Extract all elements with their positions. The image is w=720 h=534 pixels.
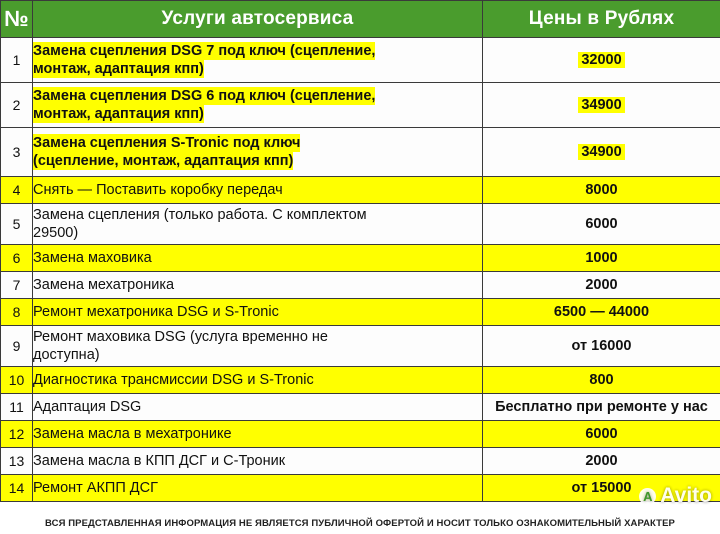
row-service-line1: Снять — Поставить коробку передач: [33, 181, 283, 198]
row-service: [33, 38, 483, 83]
row-service: [33, 204, 483, 245]
row-service-line1: Замена масла в КПП ДСГ и С-Троник: [33, 452, 286, 469]
row-service-line2: (сцепление, монтаж, адаптация кпп): [33, 153, 294, 169]
row-service-line1: Адаптация DSG: [33, 398, 142, 415]
row-price: [483, 83, 720, 128]
table-row: [1, 367, 720, 394]
row-service: [33, 83, 483, 128]
disclaimer-footer: ВСЯ ПРЕДСТАВЛЕННАЯ ИНФОРМАЦИЯ НЕ ЯВЛЯЕТСЯ ПУБЛИЧНОЙ ОФЕРТОЙ И НОСИТ ТОЛЬКО ОЗНАКОМИТЕЛЬНЫЙ ХАРАКТЕР: [0, 514, 720, 534]
avito-logo-icon: A: [639, 488, 656, 505]
row-number: 3: [1, 128, 33, 177]
avito-watermark-label: Avito: [660, 484, 712, 507]
row-price: [483, 128, 720, 177]
row-number: 5: [1, 204, 33, 245]
table-row: [1, 128, 720, 177]
row-price-value: 8000: [585, 182, 618, 198]
row-number: 2: [1, 83, 33, 128]
row-price-value: от 16000: [571, 338, 632, 354]
row-number: 4: [1, 177, 33, 204]
row-price: [483, 177, 720, 204]
row-price-value: 6500 — 44000: [553, 304, 650, 320]
table-row: [1, 38, 720, 83]
row-service-line1: Замена сцепления S-Tronic под ключ: [33, 134, 301, 151]
row-price-value: 34900: [578, 144, 624, 160]
row-service-line1: Ремонт мехатроника DSG и S-Tronic: [33, 303, 279, 320]
row-service-line1: Замена маховика: [33, 249, 152, 266]
row-service: [33, 475, 483, 502]
row-service-line1: Ремонт маховика DSG (услуга временно не: [33, 328, 328, 345]
header-price: Цены в Рублях: [483, 1, 720, 38]
row-price-value: 34900: [578, 97, 624, 113]
row-price: [483, 38, 720, 83]
row-service-line2: монтаж, адаптация кпп): [33, 106, 204, 122]
table-row: [1, 299, 720, 326]
header-number: №: [1, 1, 33, 38]
row-price: [483, 421, 720, 448]
row-service-line2: 29500): [33, 225, 79, 241]
table-row: [1, 448, 720, 475]
row-price: [483, 245, 720, 272]
row-service: [33, 177, 483, 204]
table-row: [1, 272, 720, 299]
avito-watermark: [639, 484, 712, 508]
row-service-line1: Ремонт АКПП ДСГ: [33, 479, 158, 496]
row-price: [483, 448, 720, 475]
row-service-line2: монтаж, адаптация кпп): [33, 61, 204, 77]
row-service: [33, 299, 483, 326]
table-row: [1, 394, 720, 421]
row-number: 12: [1, 421, 33, 448]
row-service-line1: Диагностика трансмиссии DSG и S-Tronic: [33, 371, 314, 388]
row-price: [483, 394, 720, 421]
row-number: 7: [1, 272, 33, 299]
table-row: [1, 421, 720, 448]
row-number: 11: [1, 394, 33, 421]
table-row: [1, 326, 720, 367]
row-price-value: 1000: [585, 250, 618, 266]
row-number: 6: [1, 245, 33, 272]
row-price-value: Бесплатно при ремонте у нас: [495, 399, 708, 415]
row-service-line1: Замена мехатроника: [33, 276, 175, 293]
row-service: [33, 128, 483, 177]
row-service-line1: Замена сцепления DSG 6 под ключ (сцепление,: [33, 87, 376, 104]
row-price-value: 6000: [585, 216, 618, 232]
row-service: [33, 421, 483, 448]
row-service-line2: доступна): [33, 347, 100, 363]
row-service: [33, 326, 483, 367]
row-price-value: 32000: [578, 52, 624, 68]
row-number: 1: [1, 38, 33, 83]
row-price-value: от 15000: [571, 480, 632, 496]
row-service: [33, 245, 483, 272]
row-price-value: 800: [589, 372, 614, 388]
row-service: [33, 394, 483, 421]
row-service: [33, 448, 483, 475]
row-price: [483, 367, 720, 394]
table-row: [1, 475, 720, 502]
row-service-line1: Замена масла в мехатронике: [33, 425, 232, 442]
row-service: [33, 367, 483, 394]
row-price: [483, 299, 720, 326]
row-service-line1: Замена сцепления (только работа. С комплектом: [33, 206, 367, 223]
row-service: [33, 272, 483, 299]
row-price-value: 2000: [585, 453, 618, 469]
row-service-line1: Замена сцепления DSG 7 под ключ (сцепление,: [33, 42, 376, 59]
row-number: 9: [1, 326, 33, 367]
row-number: 13: [1, 448, 33, 475]
table-header-row: [1, 1, 720, 38]
table-row: [1, 245, 720, 272]
row-price-value: 6000: [585, 426, 618, 442]
row-price: [483, 272, 720, 299]
table-body: [1, 38, 720, 502]
row-price: [483, 326, 720, 367]
row-price-value: 2000: [585, 277, 618, 293]
row-number: 14: [1, 475, 33, 502]
table-row: [1, 177, 720, 204]
row-number: 8: [1, 299, 33, 326]
header-service: Услуги автосервиса: [33, 1, 483, 38]
row-price: [483, 204, 720, 245]
table-row: [1, 83, 720, 128]
row-number: 10: [1, 367, 33, 394]
table-row: [1, 204, 720, 245]
